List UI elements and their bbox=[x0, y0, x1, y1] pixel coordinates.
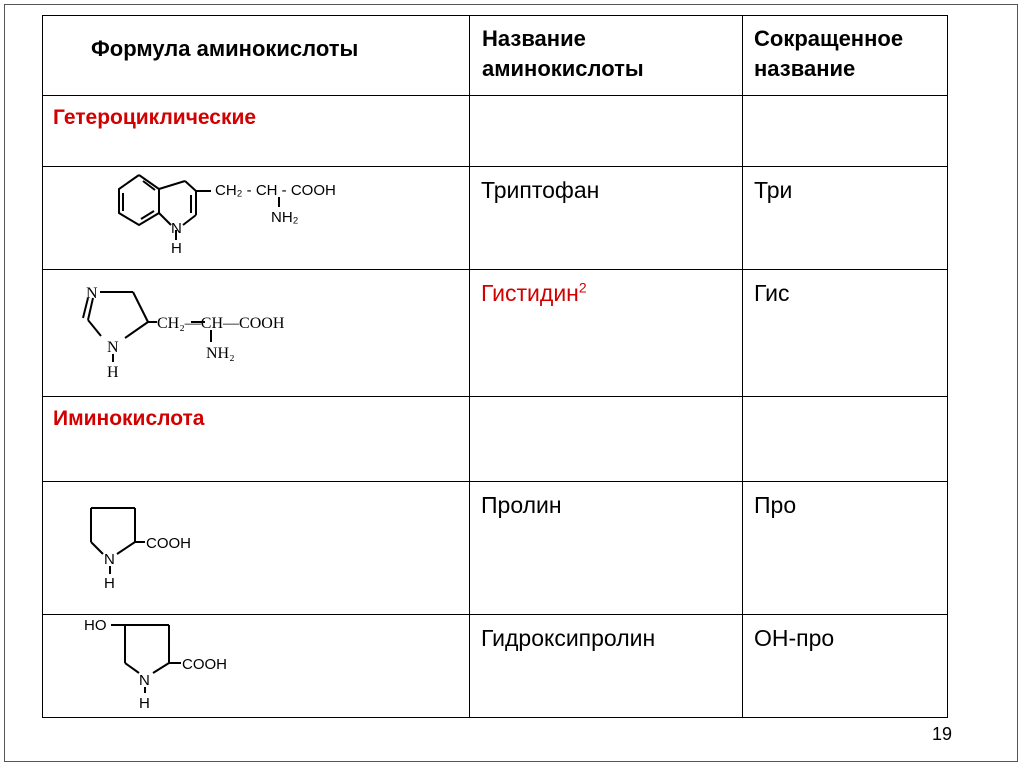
histidine-amine: NH₂ bbox=[206, 345, 235, 362]
header-name: Название аминокислоты bbox=[482, 26, 644, 81]
histidine-ring-n-top: N bbox=[86, 285, 98, 302]
proline-acid: COOH bbox=[146, 535, 191, 552]
name-tryptophan: Триптофан bbox=[481, 177, 600, 203]
hydroxyproline-acid: COOH bbox=[182, 656, 227, 673]
tryptophan-side-chain: CH₂ - CH - COOH bbox=[215, 182, 336, 199]
histidine-structure bbox=[43, 270, 463, 394]
histidine-ring-n: N bbox=[107, 339, 119, 356]
short-tryptophan: Три bbox=[754, 177, 793, 203]
name-histidine-cell bbox=[470, 270, 743, 397]
empty-cell bbox=[470, 397, 743, 482]
name-hydroxyproline: Гидроксипролин bbox=[481, 625, 656, 651]
amino-acid-table bbox=[42, 15, 948, 718]
empty-cell bbox=[470, 96, 743, 167]
table-row-tryptophan bbox=[43, 167, 948, 270]
tryptophan-ring-n: N bbox=[171, 220, 182, 237]
header-formula: Формула аминокислоты bbox=[91, 36, 359, 61]
section-imino: Иминокислота bbox=[53, 407, 205, 430]
formula-histidine-cell bbox=[43, 270, 470, 397]
formula-proline-cell bbox=[43, 482, 470, 615]
short-proline-cell bbox=[743, 482, 948, 615]
tryptophan-amine: NH₂ bbox=[271, 209, 299, 226]
proline-ring-h: H bbox=[104, 575, 115, 592]
empty-cell bbox=[743, 96, 948, 167]
name-histidine bbox=[470, 270, 742, 306]
name-proline-cell bbox=[470, 482, 743, 615]
name-tryptophan-cell bbox=[470, 167, 743, 270]
name-proline: Пролин bbox=[481, 492, 562, 518]
empty-cell bbox=[743, 397, 948, 482]
section-heterocyclic-cell bbox=[43, 96, 470, 167]
header-short-cell bbox=[743, 16, 948, 96]
table-header-row bbox=[43, 16, 948, 96]
header-name-cell bbox=[470, 16, 743, 96]
histidine-ring-h: H bbox=[107, 364, 119, 381]
tryptophan-ring-h: H bbox=[171, 240, 182, 257]
name-hydroxyproline-cell bbox=[470, 615, 743, 718]
hydroxyproline-hydroxyl: HO bbox=[84, 617, 107, 634]
short-histidine: Гис bbox=[754, 280, 790, 306]
header-short: Сокращенное название bbox=[754, 26, 904, 81]
table-row-proline bbox=[43, 482, 948, 615]
section-heterocyclic: Гетероциклические bbox=[53, 106, 257, 129]
hydroxyproline-ring-h: H bbox=[139, 695, 150, 712]
table-row-histidine bbox=[43, 270, 948, 397]
name-histidine-text: Гистидин bbox=[481, 280, 579, 306]
header-formula-cell bbox=[43, 16, 470, 96]
hydroxyproline-structure bbox=[43, 615, 463, 715]
proline-structure bbox=[43, 482, 463, 612]
histidine-side-chain: CH₂—CH—COOH bbox=[157, 315, 285, 332]
proline-ring-n: N bbox=[104, 551, 115, 568]
section-imino-cell bbox=[43, 397, 470, 482]
short-hydroxyproline: ОН-про bbox=[754, 625, 835, 651]
section-row-imino bbox=[43, 397, 948, 482]
table-row-hydroxyproline bbox=[43, 615, 948, 718]
short-hydroxyproline-cell bbox=[743, 615, 948, 718]
short-histidine-cell bbox=[743, 270, 948, 397]
hydroxyproline-ring-n: N bbox=[139, 672, 150, 689]
formula-tryptophan-cell bbox=[43, 167, 470, 270]
page-number: 19 bbox=[932, 724, 953, 744]
formula-hydroxyproline-cell bbox=[43, 615, 470, 718]
short-proline: Про bbox=[754, 492, 797, 518]
tryptophan-structure bbox=[43, 167, 463, 267]
section-row-heterocyclic bbox=[43, 96, 948, 167]
histidine-footnote: 2 bbox=[578, 279, 587, 296]
short-tryptophan-cell bbox=[743, 167, 948, 270]
